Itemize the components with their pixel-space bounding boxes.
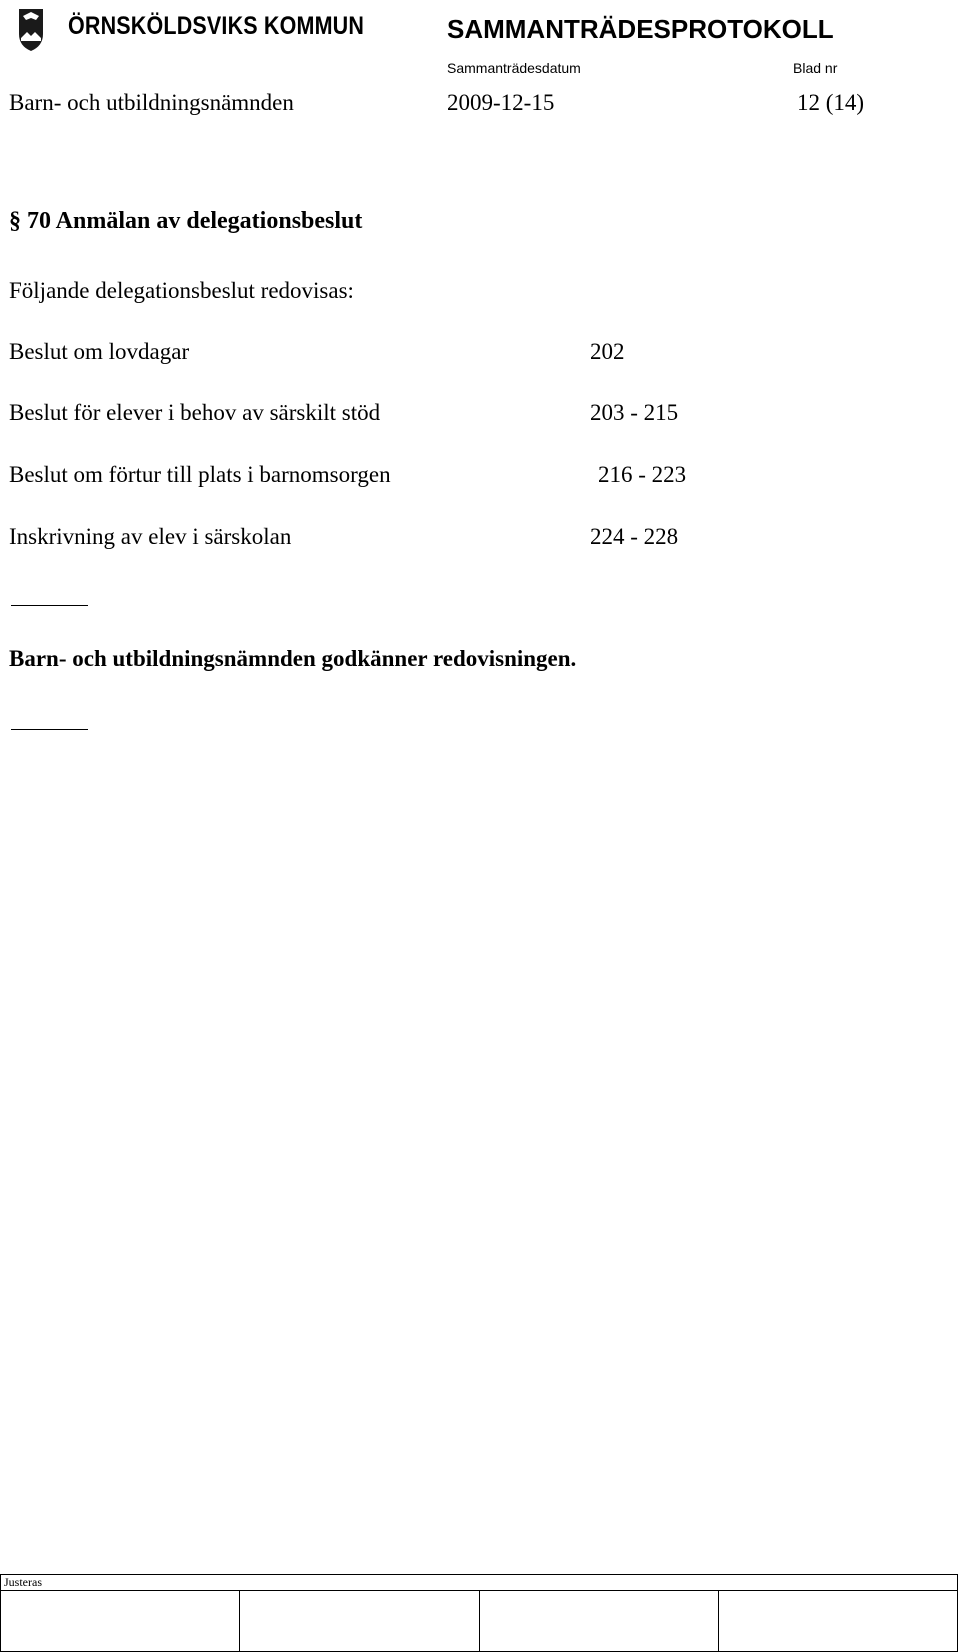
item-pages: 202 <box>590 339 625 364</box>
item-pages: 216 - 223 <box>598 462 687 487</box>
separator-rule <box>11 605 88 606</box>
item-label: Beslut om förtur till plats i barnomsorgen <box>9 462 391 487</box>
item-pages: 203 - 215 <box>590 400 679 425</box>
date-label: Sammanträdesdatum <box>447 60 581 76</box>
meeting-date: 2009-12-15 <box>447 90 555 115</box>
item-label: Beslut om lovdagar <box>9 339 190 364</box>
page-label: Blad nr <box>793 60 838 76</box>
section-heading <box>9 208 362 235</box>
signature-table <box>0 1574 958 1652</box>
paragraph-symbol: § <box>9 208 21 234</box>
intro-text: Följande delegationsbeslut redovisas: <box>9 278 354 303</box>
separator-rule <box>11 729 88 730</box>
signature-cell <box>718 1591 957 1652</box>
signature-cell <box>240 1591 479 1652</box>
document-type: SAMMANTRÄDESPROTOKOLL <box>447 14 834 44</box>
municipality-name: ÖRNSKÖLDSVIKS KOMMUN <box>68 12 365 40</box>
decision-text: Barn- och utbildningsnämnden godkänner redovisningen. <box>9 646 577 671</box>
item-label: Beslut för elever i behov av särskilt stöd <box>9 400 381 425</box>
justeras-label: Justeras <box>1 1575 958 1591</box>
signature-cell <box>479 1591 718 1652</box>
section-title: 70 Anmälan av delegationsbeslut <box>27 208 363 234</box>
municipality-logo <box>18 8 44 52</box>
item-pages: 224 - 228 <box>590 524 679 549</box>
signature-cell <box>1 1591 240 1652</box>
board-name: Barn- och utbildningsnämnden <box>9 90 294 115</box>
page-number: 12 (14) <box>797 90 865 115</box>
item-label: Inskrivning av elev i särskolan <box>9 524 292 549</box>
